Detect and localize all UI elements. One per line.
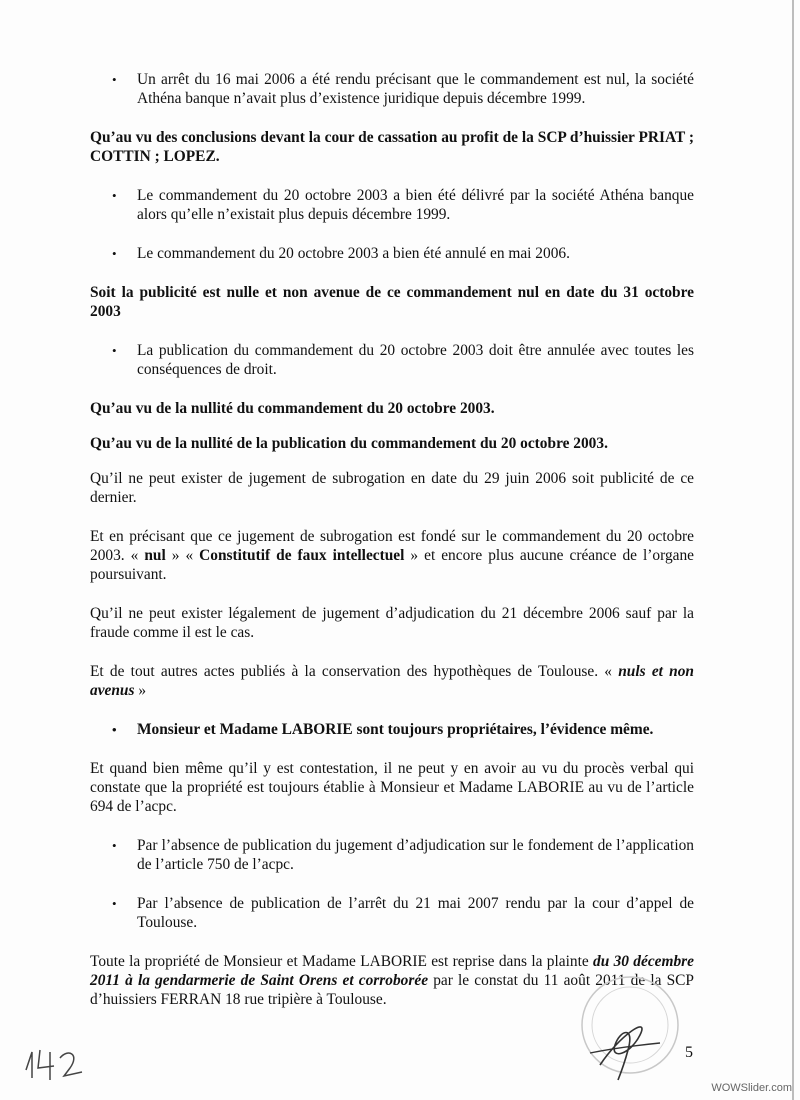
bullet-dot: •	[112, 246, 117, 261]
handwritten-note-icon	[20, 1040, 90, 1085]
bullet-text: Par l’absence de publication du jugement d’adjudication sur le fondement de l’application de l’article 750 de l’acpc.	[137, 837, 694, 873]
body-paragraph: Qu’il ne peut exister légalement de jugement d’adjudication du 21 décembre 2006 sauf par la fraude comme il est le cas.	[90, 605, 694, 641]
bullet-text: Le commandement du 20 octobre 2003 a bien été annulé en mai 2006.	[137, 245, 570, 262]
bullet-text: La publication du commandement du 20 octobre 2003 doit être annulée avec toutes les conséquences de droit.	[137, 342, 694, 378]
signature-icon	[580, 1005, 670, 1085]
body-paragraph: Qu’il ne peut exister de jugement de subrogation en date du 29 juin 2006 soit publicité de ce dernier.	[90, 470, 694, 506]
text-run: » et encore plus aucune créance de l’organe poursuivant.	[90, 547, 694, 583]
body-paragraph	[90, 527, 694, 584]
text-run: »	[134, 682, 147, 699]
bullet-dot: •	[112, 72, 117, 87]
bullet-dot: •	[112, 343, 117, 358]
bullet-text: Par l’absence de publication de l’arrêt du 21 mai 2007 rendu par la cour d’appel de Toulouse.	[137, 895, 694, 931]
bullet-text: Un arrêt du 16 mai 2006 a été rendu précisant que le commandement est nul, la société Athéna banque n’avait plus d’existence juridique depuis décembre 1999.	[137, 71, 694, 107]
bullet-text: Le commandement du 20 octobre 2003 a bien été délivré par la société Athéna banque alors qu’elle n’existait plus depuis décembre 1999.	[137, 187, 694, 223]
emphasis-text: nuls et non avenus	[90, 663, 694, 699]
body-paragraph	[90, 662, 694, 700]
section-heading: Qu’au vu de la nullité de la publication du commandement du 20 octobre 2003.	[90, 435, 608, 452]
page-number: 5	[685, 1044, 693, 1061]
bullet-dot: •	[112, 722, 117, 737]
document-body	[90, 70, 694, 1009]
body-paragraph: Et quand bien même qu’il y est contestation, il ne peut y en avoir au vu du procès verbal qui constate que la propriété est toujours établie à Monsieur et Madame LABORIE au vu de l’article 694 de l’acpc.	[90, 760, 694, 815]
bullet-text: Monsieur et Madame LABORIE sont toujours propriétaires, l’évidence même.	[137, 721, 654, 738]
bullet-item	[90, 244, 694, 263]
watermark: WOWSlider.com	[711, 1082, 792, 1094]
bullet-item	[90, 341, 694, 379]
bullet-item	[90, 70, 694, 108]
section-heading: Qu’au vu des conclusions devant la cour de cassation au profit de la SCP d’huissier PRIAT ; COTTIN ; LOPEZ.	[90, 129, 694, 165]
text-run: Et de tout autres actes publiés à la conservation des hypothèques de Toulouse. «	[90, 663, 619, 680]
emphasis-text: nul	[144, 547, 166, 564]
section-heading: Soit la publicité est nulle et non avenue de ce commandement nul en date du 31 octobre 2003	[90, 284, 694, 320]
text-run: Et en précisant que ce jugement de subrogation est fondé sur le commandement du 20 octobre 2003. «	[90, 528, 694, 564]
text-run: Toute la propriété de Monsieur et Madame LABORIE est reprise dans la plainte	[90, 953, 594, 970]
text-run: par le constat du 11 août 2011 de la SCP d’huissiers FERRAN 18 rue tripière à Toulouse.	[90, 972, 694, 1008]
bullet-item	[90, 894, 694, 932]
emphasis-text: Constitutif de faux intellectuel	[199, 547, 405, 564]
text-run: » «	[165, 547, 200, 564]
bullet-item	[90, 836, 694, 874]
page-edge	[792, 0, 794, 1100]
bullet-dot: •	[112, 896, 117, 911]
bullet-dot: •	[112, 838, 117, 853]
bullet-dot: •	[112, 188, 117, 203]
bullet-item	[90, 186, 694, 224]
bullet-item	[90, 720, 694, 739]
emphasis-text: du 30 décembre 2011 à la gendarmerie de Saint Orens et corroborée	[90, 953, 694, 989]
section-heading: Qu’au vu de la nullité du commandement du 20 octobre 2003.	[90, 400, 495, 417]
